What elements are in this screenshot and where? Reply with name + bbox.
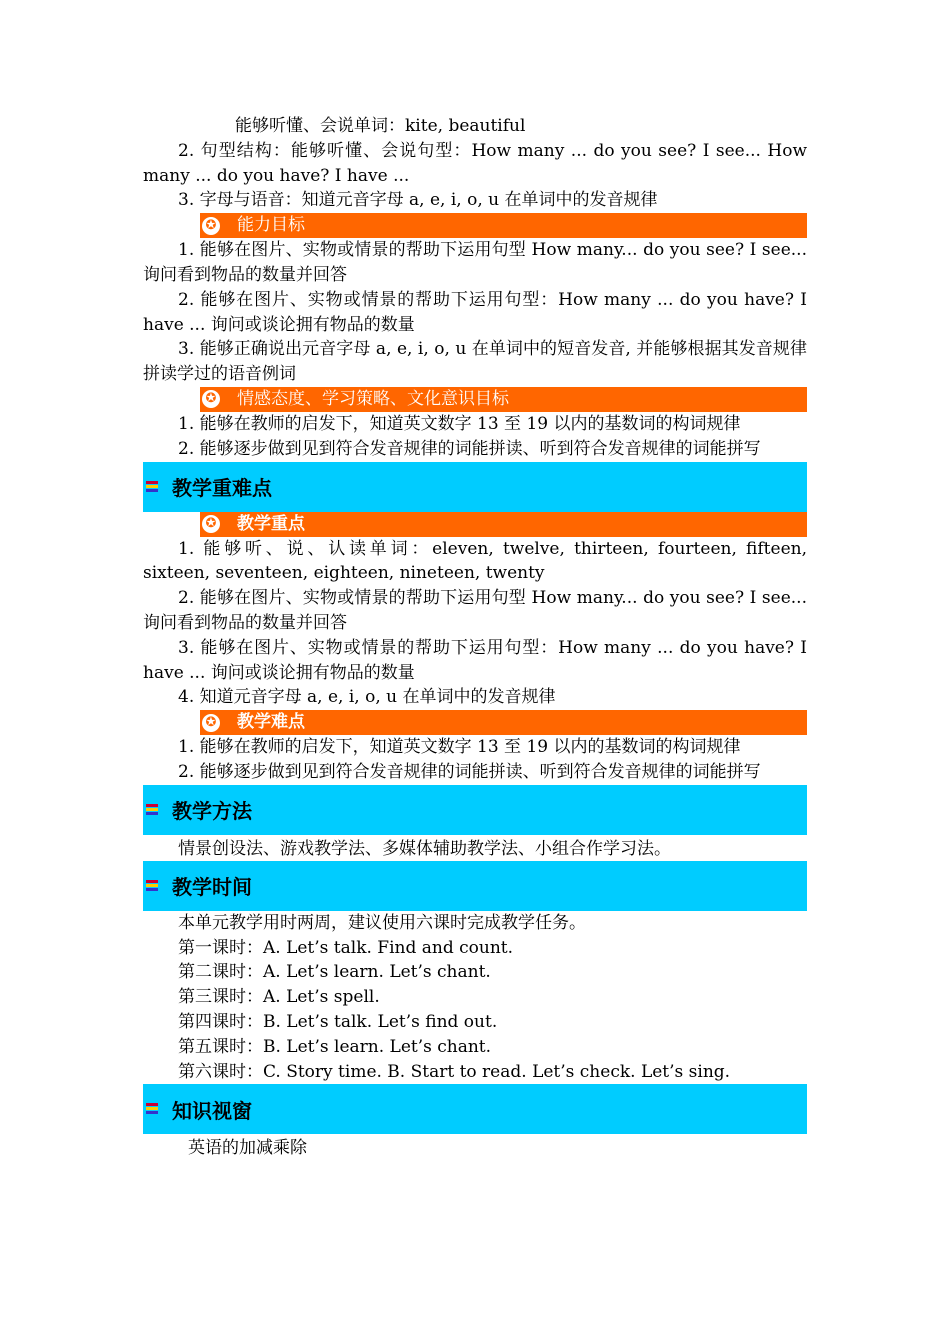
star-icon: ✪ <box>202 515 220 533</box>
lesson-item: 第一课时：A. Let’s talk. Find and count. <box>178 937 514 958</box>
emotion-goal-1: 1. 能够在教师的启发下，知道英文数字 13 至 19 以内的基数词的构词规律 <box>178 413 741 434</box>
teaching-methods-text: 情景创设法、游戏教学法、多媒体辅助教学法、小组合作学习法。 <box>178 838 671 859</box>
lesson-item: 第五课时：B. Let’s learn. Let’s chant. <box>178 1036 492 1057</box>
key-point-3: 3. 能够在图片、实物或情景的帮助下运用句型：How many ... do you have? I have ... 询问或谈论拥有物品的数量 <box>143 637 807 683</box>
emotion-goal-2: 2. 能够逐步做到见到符合发音规律的词能拼读、听到符合发音规律的词能拼写 <box>178 438 761 459</box>
key-point-2: 2. 能够在图片、实物或情景的帮助下运用句型 How many... do you see? I see... 询问看到物品的数量并回答 <box>143 588 807 633</box>
knowledge-goal-sentences: 2. 句型结构：能够听懂、会说句型：How many ... do you see? I see... How many ... do you have? I have ... <box>143 140 807 186</box>
lesson-item: 第三课时：A. Let’s spell. <box>178 987 380 1008</box>
star-icon: ✪ <box>202 714 220 732</box>
ability-goal-3: 3. 能够正确说出元音字母 a, e, i, o, u 在单词中的短音发音, 并能够根据其发音规律拼读学过的语音例词 <box>143 339 807 385</box>
lesson-item: 第六课时：C. Story time. B. Start to read. Let’s check. Let’s sing. <box>178 1061 731 1082</box>
books-icon <box>146 804 158 816</box>
star-icon: ✪ <box>202 390 220 408</box>
difficult-point-1: 1. 能够在教师的启发下，知道英文数字 13 至 19 以内的基数词的构词规律 <box>178 737 741 758</box>
document-page <box>143 114 807 1161</box>
difficult-point-2: 2. 能够逐步做到见到符合发音规律的词能拼读、听到符合发音规律的词能拼写 <box>178 761 761 782</box>
subheading-ability-goals: ✪ 能力目标 <box>200 213 807 238</box>
books-icon <box>146 1103 158 1115</box>
knowledge-goal-phonics: 3. 字母与语音：知道元音字母 a, e, i, o, u 在单词中的发音规律 <box>178 190 658 211</box>
star-icon: ✪ <box>202 217 220 235</box>
books-icon <box>146 880 158 892</box>
section-knowledge-window: 知识视窗 <box>143 1084 807 1134</box>
books-icon <box>146 481 158 493</box>
subheading-difficult-points: ✪ 教学难点 <box>200 710 807 735</box>
lesson-item: 第二课时：A. Let’s learn. Let’s chant. <box>178 962 491 983</box>
ability-goal-2: 2. 能够在图片、实物或情景的帮助下运用句型：How many ... do you have? I have ... 询问或谈论拥有物品的数量 <box>143 289 807 335</box>
section-teaching-methods: 教学方法 <box>143 785 807 835</box>
knowledge-goal-words: 能够听懂、会说单词：kite, beautiful <box>235 116 526 136</box>
lesson-item: 第四课时：B. Let’s talk. Let’s find out. <box>178 1011 498 1032</box>
key-point-4: 4. 知道元音字母 a, e, i, o, u 在单词中的发音规律 <box>178 687 556 708</box>
subheading-key-points: ✪ 教学重点 <box>200 512 807 537</box>
section-key-difficult-points: 教学重难点 <box>143 462 807 512</box>
key-point-1: 1. 能够听、说、认读单词：eleven, twelve, thirteen, fourteen, fifteen, sixteen, seventeen, eighteen, nineteen, twenty <box>143 538 807 584</box>
knowledge-window-text: 英语的加减乘除 <box>188 1138 307 1159</box>
section-teaching-time: 教学时间 <box>143 861 807 911</box>
teaching-time-intro: 本单元教学用时两周，建议使用六课时完成教学任务。 <box>178 912 586 933</box>
subheading-emotion-goals: ✪ 情感态度、学习策略、文化意识目标 <box>200 387 807 412</box>
ability-goal-1: 1. 能够在图片、实物或情景的帮助下运用句型 How many... do you see? I see... 询问看到物品的数量并回答 <box>143 240 807 285</box>
